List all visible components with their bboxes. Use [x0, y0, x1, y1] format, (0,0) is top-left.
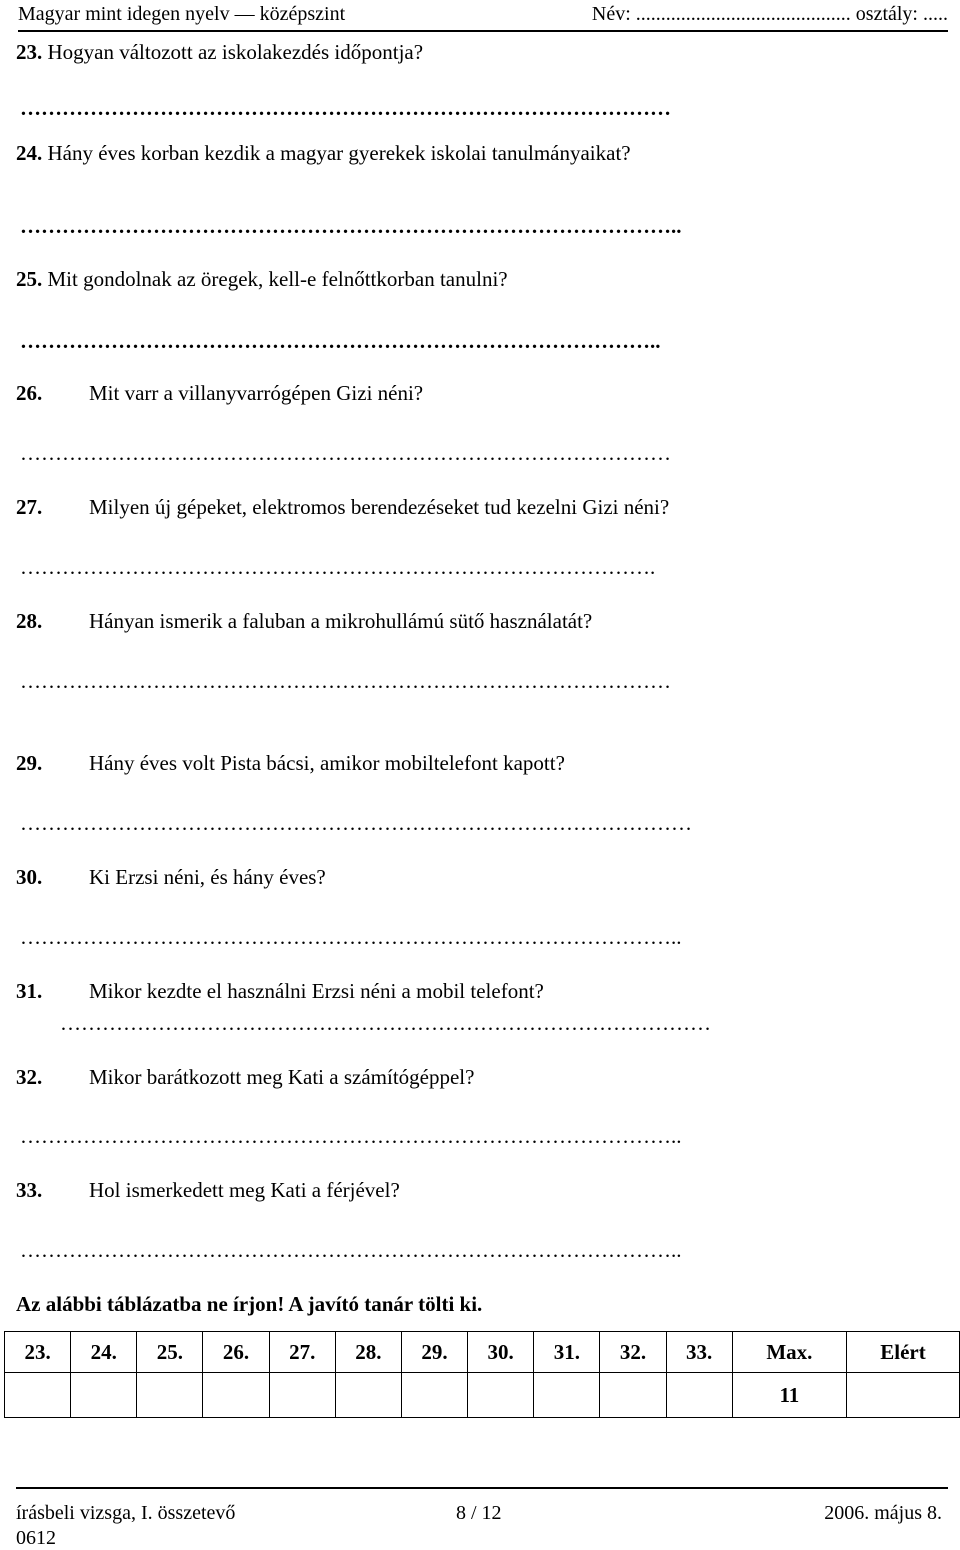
question-number: 33.	[16, 1178, 43, 1202]
footer-date: 2006. május 8.	[824, 1502, 942, 1524]
grading-cell[interactable]	[137, 1373, 203, 1418]
answer-line-31[interactable]: …………………………………………………………………………………	[60, 1011, 711, 1035]
question-number: 29.	[16, 751, 43, 775]
question-text: Mit varr a villanyvarrógépen Gizi néni?	[89, 381, 424, 405]
question-24	[16, 141, 631, 166]
grading-max-cell: 11	[732, 1373, 846, 1418]
question-25	[16, 267, 508, 292]
grading-cell[interactable]	[534, 1373, 600, 1418]
grading-header-cell: 25.	[137, 1332, 203, 1373]
answer-line-27[interactable]: ……………………………………………………………………………….	[20, 555, 656, 579]
grading-header-cell: 33.	[666, 1332, 732, 1373]
header-name-class: Név: ........................................... osztály: .....	[591, 3, 948, 25]
grading-cell[interactable]	[269, 1373, 335, 1418]
answer-line-30[interactable]: …………………………………………………………………………………..	[20, 925, 682, 949]
question-33	[16, 1178, 400, 1203]
footer-exam-name: írásbeli vizsga, I. összetevő	[16, 1502, 236, 1524]
answer-line-32[interactable]: …………………………………………………………………………………..	[20, 1124, 682, 1148]
grading-cell[interactable]	[71, 1373, 137, 1418]
grading-header-cell: 30.	[468, 1332, 534, 1373]
question-text: Ki Erzsi néni, és hány éves?	[89, 865, 326, 889]
grading-header-row	[5, 1332, 960, 1373]
grading-header-cell: 24.	[71, 1332, 137, 1373]
question-number: 32.	[16, 1065, 43, 1089]
answer-line-28[interactable]: …………………………………………………………………………………	[20, 669, 671, 693]
answer-line-26[interactable]: …………………………………………………………………………………	[20, 441, 671, 465]
question-text: Milyen új gépeket, elektromos berendezéseket tud kezelni Gizi néni?	[89, 495, 670, 519]
question-text: Mikor barátkozott meg Kati a számítógéppel?	[89, 1065, 475, 1089]
grading-table	[4, 1331, 960, 1418]
question-29	[16, 751, 565, 776]
question-number: 31.	[16, 979, 43, 1003]
grading-achieved-cell[interactable]	[847, 1373, 960, 1418]
question-32	[16, 1065, 474, 1090]
question-text: Hány éves korban kezdik a magyar gyerekek iskolai tanulmányaikat?	[47, 141, 631, 165]
question-28	[16, 609, 592, 634]
grading-header-cell: 28.	[335, 1332, 401, 1373]
question-number: 24.	[16, 141, 43, 165]
grading-header-cell: 23.	[5, 1332, 71, 1373]
question-text: Hányan ismerik a faluban a mikrohullámú sütő használatát?	[89, 609, 593, 633]
grading-cell[interactable]	[203, 1373, 269, 1418]
question-31	[16, 979, 544, 1004]
question-number: 26.	[16, 381, 43, 405]
question-30	[16, 865, 326, 890]
footer-page-number: 8 / 12	[456, 1502, 502, 1524]
grading-cell[interactable]	[401, 1373, 467, 1418]
question-number: 27.	[16, 495, 43, 519]
question-number: 23.	[16, 40, 43, 64]
grading-header-cell: 29.	[401, 1332, 467, 1373]
grading-header-cell: Max.	[732, 1332, 846, 1373]
grading-cell[interactable]	[335, 1373, 401, 1418]
question-27	[16, 495, 669, 520]
grading-header-cell: 32.	[600, 1332, 666, 1373]
question-23	[16, 40, 423, 65]
question-number: 25.	[16, 267, 43, 291]
answer-line-29[interactable]: ……………………………………………………………………………………	[20, 811, 692, 835]
grading-cell[interactable]	[5, 1373, 71, 1418]
grading-header-cell: 26.	[203, 1332, 269, 1373]
answer-line-24[interactable]: …………………………………………………………………………………..	[20, 214, 682, 238]
answer-line-23[interactable]: …………………………………………………………………………………	[20, 96, 671, 120]
question-number: 28.	[16, 609, 43, 633]
answer-line-33[interactable]: …………………………………………………………………………………..	[20, 1238, 682, 1262]
page-header	[18, 0, 948, 32]
grading-header-cell: 27.	[269, 1332, 335, 1373]
question-text: Hol ismerkedett meg Kati a férjével?	[89, 1178, 400, 1202]
answer-line-25[interactable]: ………………………………………………………………………………..	[20, 329, 661, 353]
grading-header-cell: Elért	[847, 1332, 960, 1373]
question-text: Hány éves volt Pista bácsi, amikor mobiltelefont kapott?	[89, 751, 565, 775]
question-text: Hogyan változott az iskolakezdés időpontja?	[47, 40, 424, 64]
question-text: Mikor kezdte el használni Erzsi néni a mobil telefont?	[89, 979, 544, 1003]
grader-note: Az alábbi táblázatba ne írjon! A javító tanár tölti ki.	[16, 1292, 483, 1316]
question-26	[16, 381, 423, 406]
grading-cell[interactable]	[666, 1373, 732, 1418]
question-number: 30.	[16, 865, 43, 889]
header-subject: Magyar mint idegen nyelv — középszint	[18, 3, 346, 25]
footer-divider	[16, 1487, 948, 1489]
grading-header-cell: 31.	[534, 1332, 600, 1373]
grading-cell[interactable]	[468, 1373, 534, 1418]
grading-value-row	[5, 1373, 960, 1418]
question-text: Mit gondolnak az öregek, kell-e felnőttkorban tanulni?	[47, 267, 508, 291]
grading-cell[interactable]	[600, 1373, 666, 1418]
footer-code: 0612	[16, 1527, 56, 1549]
